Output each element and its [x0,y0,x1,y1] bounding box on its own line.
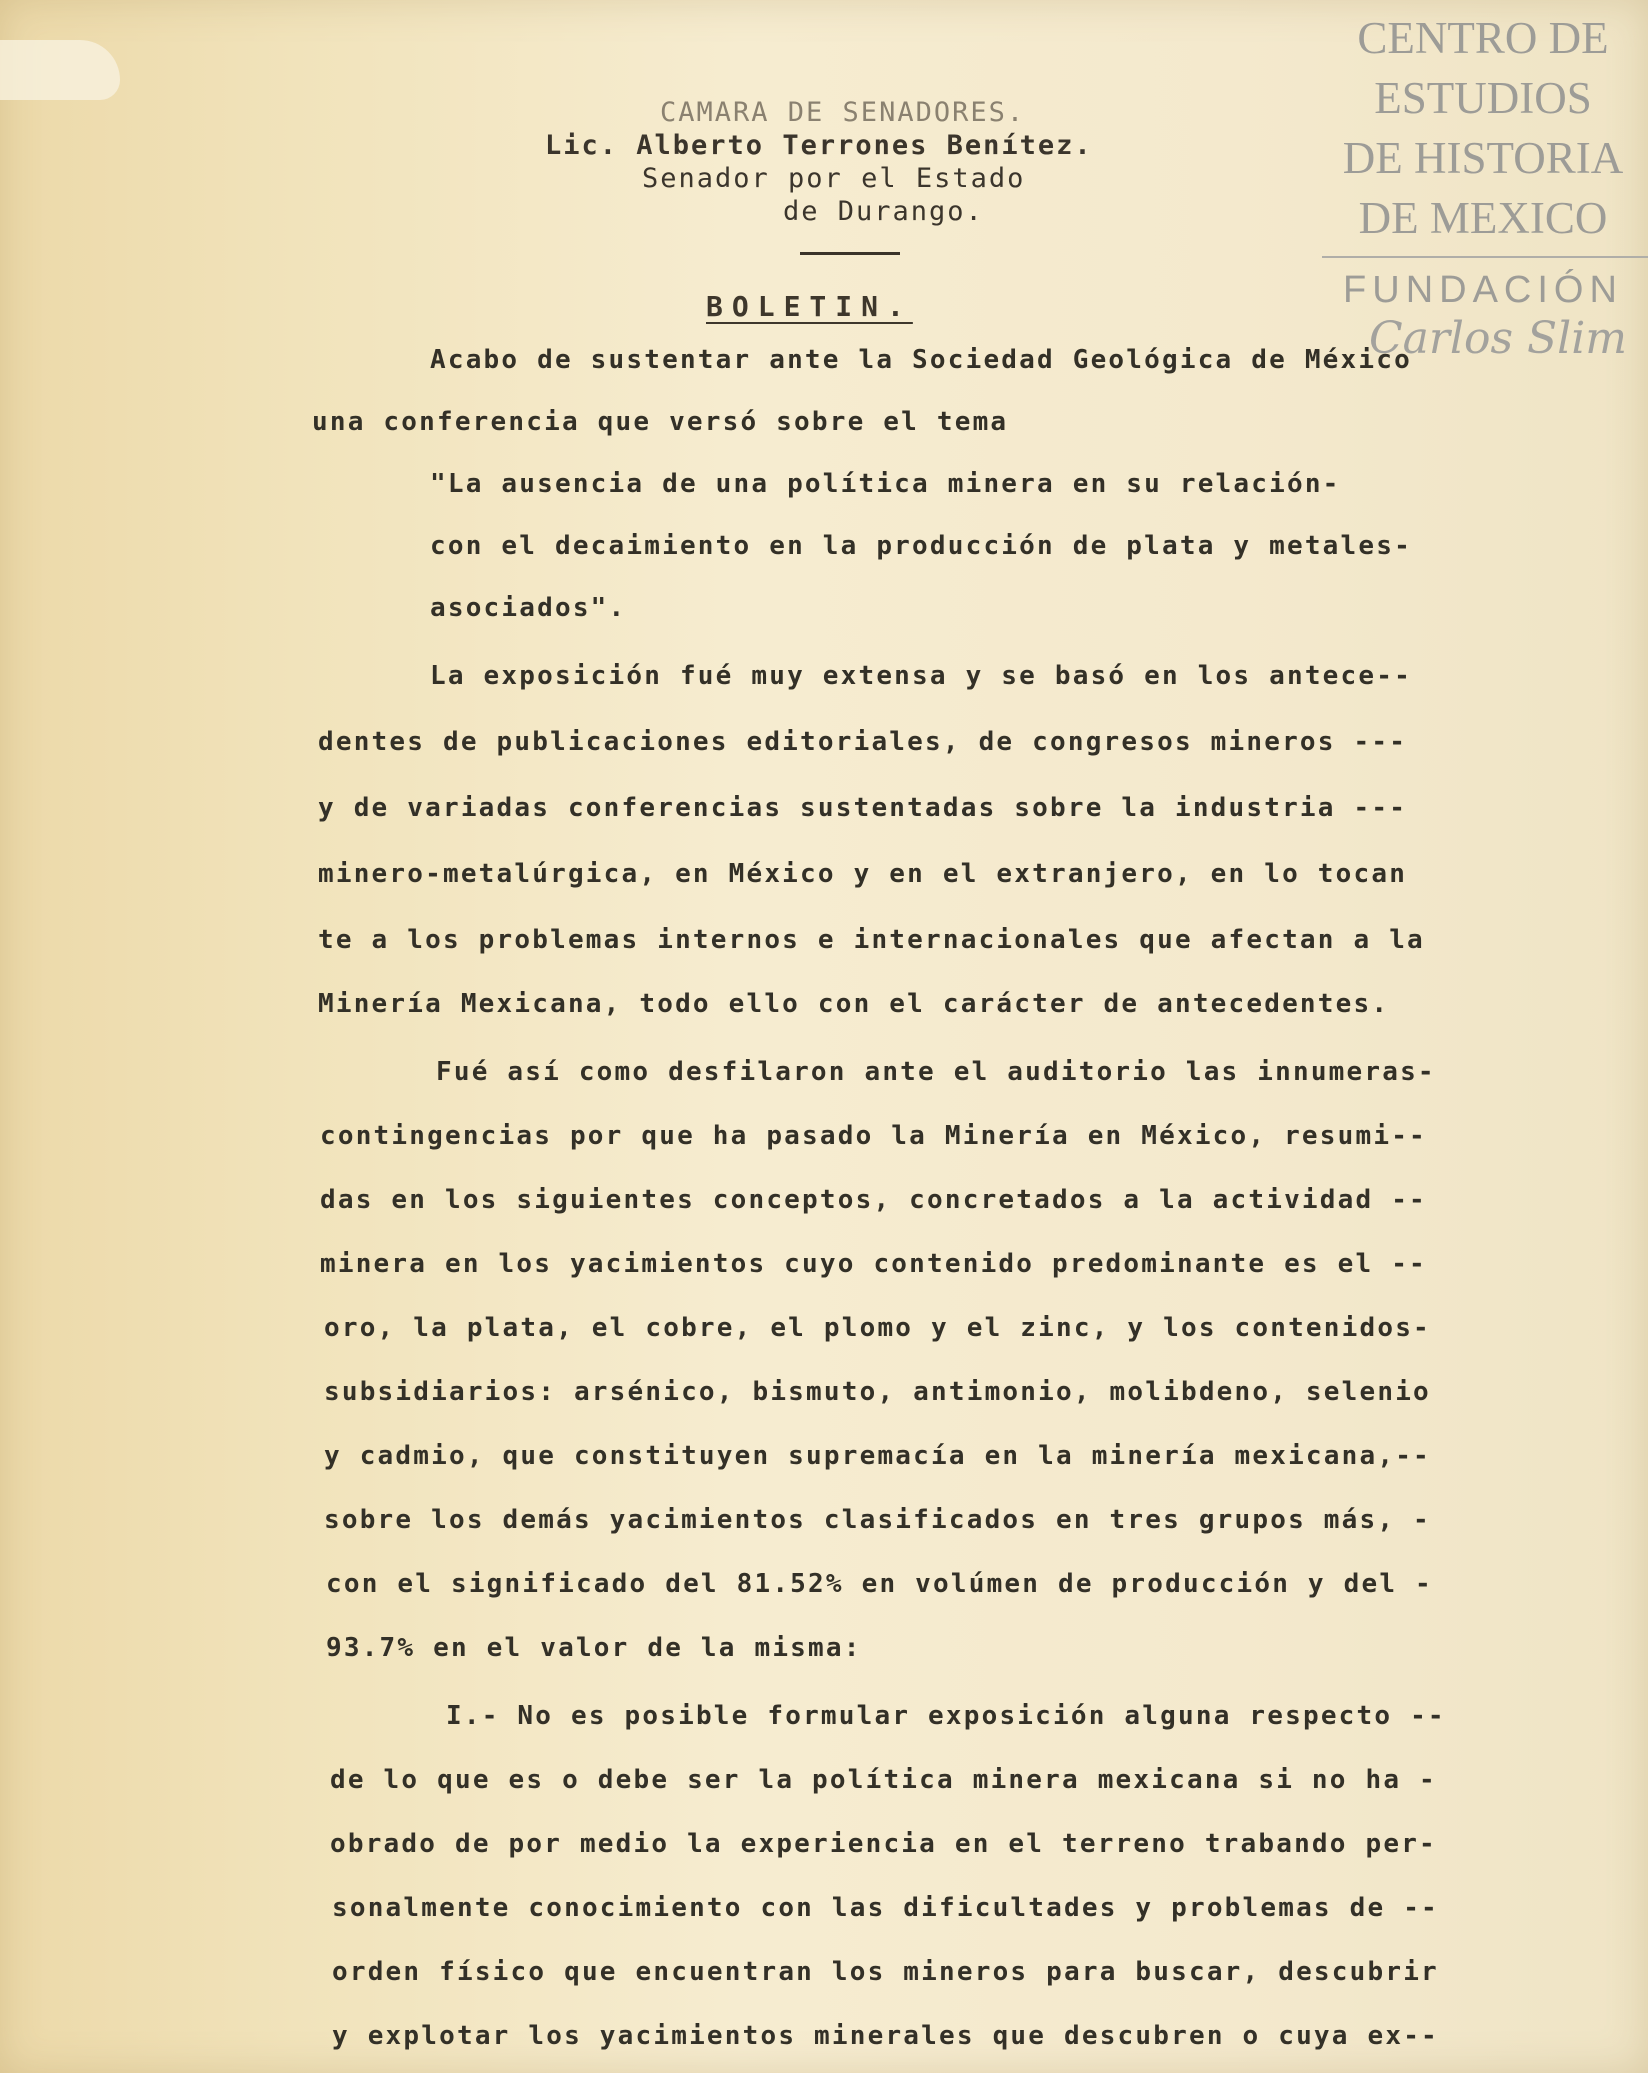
watermark-signature: Carlos Slim [1368,313,1628,364]
body-line: de lo que es o debe ser la política minera mexicana si no ha - [330,1765,1437,1795]
body-line: minero-metalúrgica, en México y en el extranjero, en lo tocan [318,859,1408,889]
body-line: obrado de por medio la experiencia en el terreno trabando per- [330,1829,1437,1859]
header-divider [800,252,900,255]
watermark-line: ESTUDIOS [1374,73,1592,123]
letterhead [500,96,1200,228]
body-line: subsidiarios: arsénico, bismuto, antimonio, molibdeno, selenio [324,1377,1431,1407]
watermark-line: CENTRO DE [1357,13,1609,63]
senator-state: de Durango. [783,196,984,227]
watermark-divider [1322,256,1648,258]
archive-watermark [1318,8,1648,364]
body-line: con el significado del 81.52% en volúmen de producción y del - [326,1569,1433,1599]
body-line: y explotar los yacimientos minerales que descubren o cuya ex-- [332,2021,1439,2051]
body-line: te a los problemas internos e internacionales que afectan a la [318,925,1425,955]
body-line: "La ausencia de una política minera en su relación- [430,469,1341,499]
page-tear [0,40,120,100]
chamber-name: CAMARA DE SENADORES. [660,97,1026,128]
body-line: contingencias por que ha pasado la Minería en México, resumi-- [320,1121,1427,1151]
watermark-line: DE MEXICO [1358,193,1608,243]
body-line: 93.7% en el valor de la misma: [326,1633,862,1663]
body-line: una conferencia que versó sobre el tema [312,407,1009,437]
body-line: Minería Mexicana, todo ello con el carácter de antecedentes. [318,989,1390,1019]
body-line: y cadmio, que constituyen supremacía en la minería mexicana,-- [324,1441,1431,1471]
watermark-foundation: FUNDACIÓN [1343,269,1623,311]
body-line: das en los siguientes conceptos, concretados a la actividad -- [320,1185,1427,1215]
body-line: sonalmente conocimiento con las dificultades y problemas de -- [332,1893,1439,1923]
body-line: Acabo de sustentar ante la Sociedad Geológica de México [430,345,1412,375]
body-line: y de variadas conferencias sustentadas sobre la industria --- [318,793,1408,823]
body-line: orden físico que encuentran los mineros para buscar, descubrir [332,1957,1439,1987]
body-line: sobre los demás yacimientos clasificados en tres grupos más, - [324,1505,1431,1535]
body-line: asociados". [430,593,627,623]
body-line: I.- No es posible formular exposición alguna respecto -- [446,1701,1446,1731]
body-line: oro, la plata, el cobre, el plomo y el zinc, y los contenidos- [324,1313,1431,1343]
body-line: La exposición fué muy extensa y se basó en los antece-- [430,661,1412,691]
body-line: dentes de publicaciones editoriales, de congresos mineros --- [318,727,1408,757]
body-line: con el decaimiento en la producción de plata y metales- [430,531,1412,561]
body-line: Fué así como desfilaron ante el auditorio las innumeras- [436,1057,1436,1087]
body-line: minera en los yacimientos cuyo contenido predominante es el -- [320,1249,1427,1279]
senator-role: Senador por el Estado [642,163,1026,194]
document-title: BOLETIN. [706,290,913,323]
watermark-line: DE HISTORIA [1342,133,1624,183]
senator-name: Lic. Alberto Terrones Benítez. [545,130,1093,161]
